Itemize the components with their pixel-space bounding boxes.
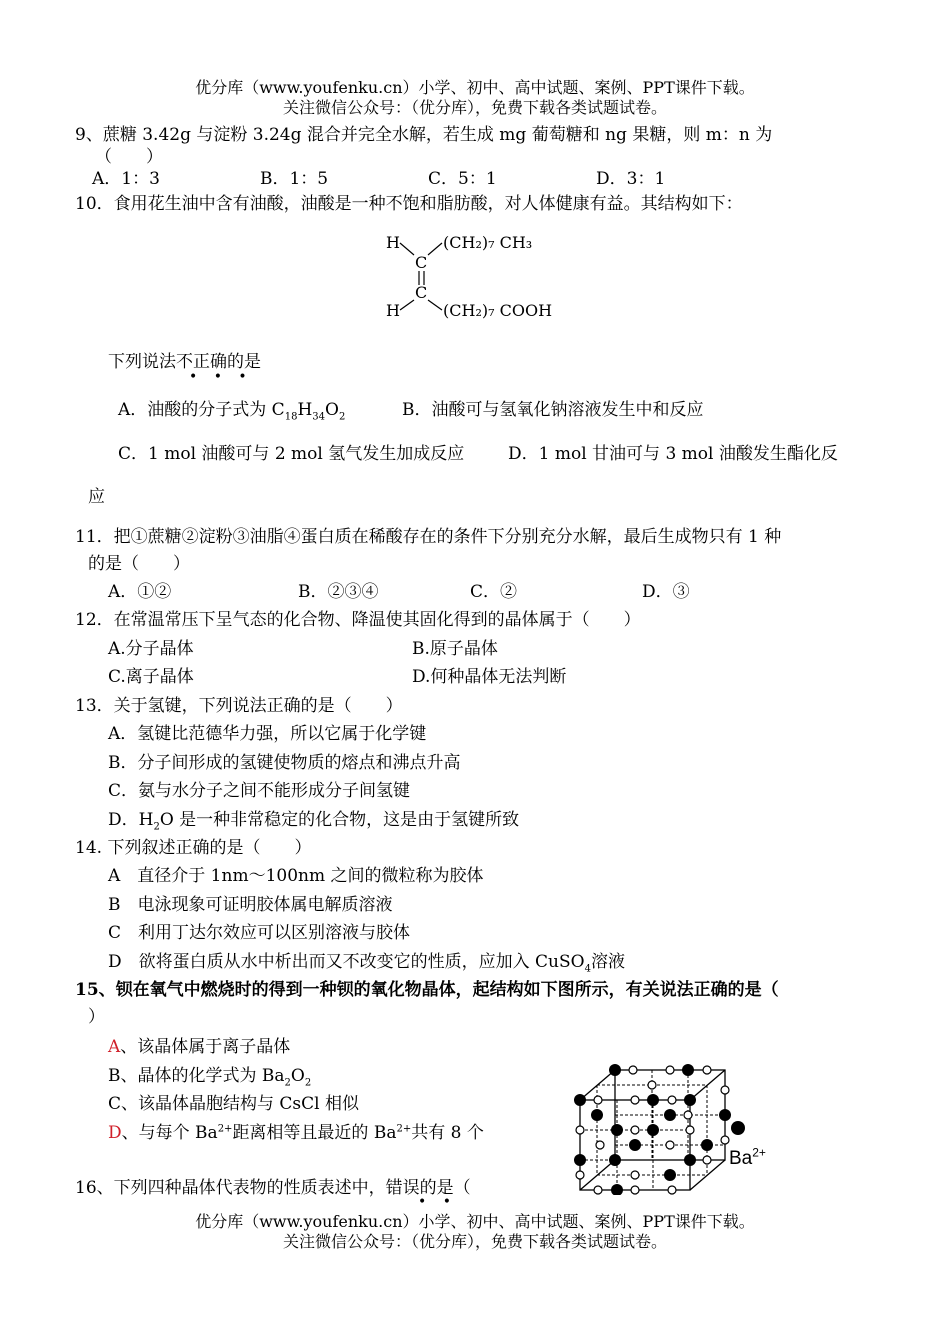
q12-option-a: A.分子晶体 bbox=[108, 639, 194, 659]
q10-option-d: D．1 mol 甘油可与 3 mol 油酸发生酯化反 bbox=[508, 444, 838, 464]
struct-h-bottom: H bbox=[386, 301, 400, 320]
q13-stem: 13．关于氢键，下列说法正确的是（ ） bbox=[75, 696, 403, 716]
legend-ba-label: $Ba^{2+}$ bbox=[729, 1145, 766, 1169]
q9-option-d: D．3：1 bbox=[596, 169, 666, 189]
q14-option-d: D 欲将蛋白质从水中析出而又不改变它的性质，应加入 CuSO$_4$溶液 bbox=[108, 952, 625, 975]
bond-c-group-bottom bbox=[428, 300, 442, 310]
bond-h-c-top bbox=[400, 243, 414, 255]
struct-group-top: (CH₂)₇ CH₃ bbox=[443, 233, 533, 252]
q13-option-d: D．$H_2O$ 是一种非常稳定的化合物，这是由于氢键所致 bbox=[108, 810, 520, 833]
q12-stem: 12．在常温常压下呈气态的化合物、降温使其固化得到的晶体属于（ ） bbox=[75, 610, 641, 630]
q16-emphasis-dots: • • bbox=[418, 1194, 457, 1210]
q12-option-b: B.原子晶体 bbox=[412, 639, 498, 659]
q13-option-a: A．氢键比范德华力强，所以它属于化学键 bbox=[108, 724, 427, 744]
bond-c-group-top bbox=[428, 243, 442, 255]
q9-stem: 9、蔗糖 3.42g 与淀粉 3.24g 混合并完全水解，若生成 mg 葡萄糖和 ng 果糖，则 m：n 为 bbox=[75, 125, 773, 145]
q13-option-c: C．氨与水分子之间不能形成分子间氢键 bbox=[108, 781, 411, 801]
header-line-2: 关注微信公众号：（优分库），免费下载各类试题试卷。 bbox=[282, 98, 667, 117]
q9-option-c: C．5：1 bbox=[428, 169, 497, 189]
footer-line-2: 关注微信公众号：（优分库），免费下载各类试题试卷。 bbox=[282, 1232, 667, 1251]
q11-option-d: D．③ bbox=[642, 582, 690, 602]
q10-question: 下列说法不正确的是 bbox=[108, 352, 261, 372]
q15-option-a: A、该晶体属于离子晶体 bbox=[108, 1037, 291, 1057]
struct-c-top: C bbox=[415, 253, 428, 272]
q11-option-c: C．② bbox=[470, 582, 518, 602]
q12-option-c: C.离子晶体 bbox=[108, 667, 194, 687]
q14-option-c: C 利用丁达尔效应可以区别溶液与胶体 bbox=[108, 923, 411, 943]
header-line-1: 优分库（www.youfenku.cn）小学、初中、高中试题、案例、PPT课件下载。 bbox=[195, 78, 755, 97]
oleic-acid-structure bbox=[380, 228, 580, 320]
q15-option-d: D、与每个 $Ba^{2+}$距离相等且最近的 $Ba^{2+}$共有 8 个 bbox=[108, 1123, 484, 1143]
q10-emphasis-dots: • • • bbox=[189, 369, 253, 385]
q11-option-b: B．②③④ bbox=[298, 582, 379, 602]
legend-ba-dot bbox=[731, 1121, 745, 1135]
struct-h-top: H bbox=[386, 233, 400, 252]
bond-c-h-bottom bbox=[400, 300, 414, 310]
q11-stem-2: 的是（ ） bbox=[88, 554, 190, 574]
q10-option-a: A．油酸的分子式为 $C_{18}H_{34}O_2$ bbox=[118, 400, 346, 423]
q14-option-a: A 直径介于 1nm～100nm 之间的微粒称为胶体 bbox=[108, 866, 484, 886]
q15-stem-2: ） bbox=[88, 1007, 105, 1027]
q16-stem: 16、下列四种晶体代表物的性质表述中，错误的是（ bbox=[75, 1178, 471, 1198]
q14-option-b: B 电泳现象可证明胶体属电解质溶液 bbox=[108, 895, 393, 915]
q14-stem: 14. 下列叙述正确的是（ ） bbox=[75, 838, 312, 858]
q10-option-c: C．1 mol 油酸可与 2 mol 氢气发生加成反应 bbox=[118, 444, 465, 464]
q10-stem: 10．食用花生油中含有油酸，油酸是一种不饱和脂肪酸，对人体健康有益。其结构如下： bbox=[75, 194, 743, 214]
struct-c-bottom: C bbox=[415, 283, 428, 302]
q10-option-b: B．油酸可与氢氧化钠溶液发生中和反应 bbox=[402, 400, 704, 420]
q12-option-d: D.何种晶体无法判断 bbox=[412, 667, 567, 687]
q11-option-a: A．①② bbox=[108, 582, 172, 602]
q11-stem-1: 11．把①蔗糖②淀粉③油脂④蛋白质在稀酸存在的条件下分别充分水解，最后生成物只有 1 种 bbox=[75, 527, 782, 547]
q13-option-b: B．分子间形成的氢键使物质的熔点和沸点升高 bbox=[108, 753, 461, 773]
struct-group-bottom: (CH₂)₇ COOH bbox=[443, 301, 553, 320]
q9-blank: （ ） bbox=[95, 147, 163, 167]
q15-option-c: C、该晶体晶胞结构与 CsCl 相似 bbox=[108, 1094, 359, 1114]
q15-stem-1: 15、钡在氧气中燃烧时的得到一种钡的氧化物晶体，起结构如下图所示，有关说法正确的是（ bbox=[75, 980, 779, 1000]
q10-option-d-cont: 应 bbox=[88, 487, 105, 507]
q9-option-b: B．1：5 bbox=[260, 169, 329, 189]
q9-option-a: A．1：3 bbox=[92, 169, 160, 189]
q15-option-b: B、晶体的化学式为 $Ba_2O_2$ bbox=[108, 1066, 312, 1089]
footer-line-1: 优分库（www.youfenku.cn）小学、初中、高中试题、案例、PPT课件下载。 bbox=[195, 1212, 755, 1231]
barium-oxide-crystal-diagram bbox=[570, 1050, 780, 1195]
